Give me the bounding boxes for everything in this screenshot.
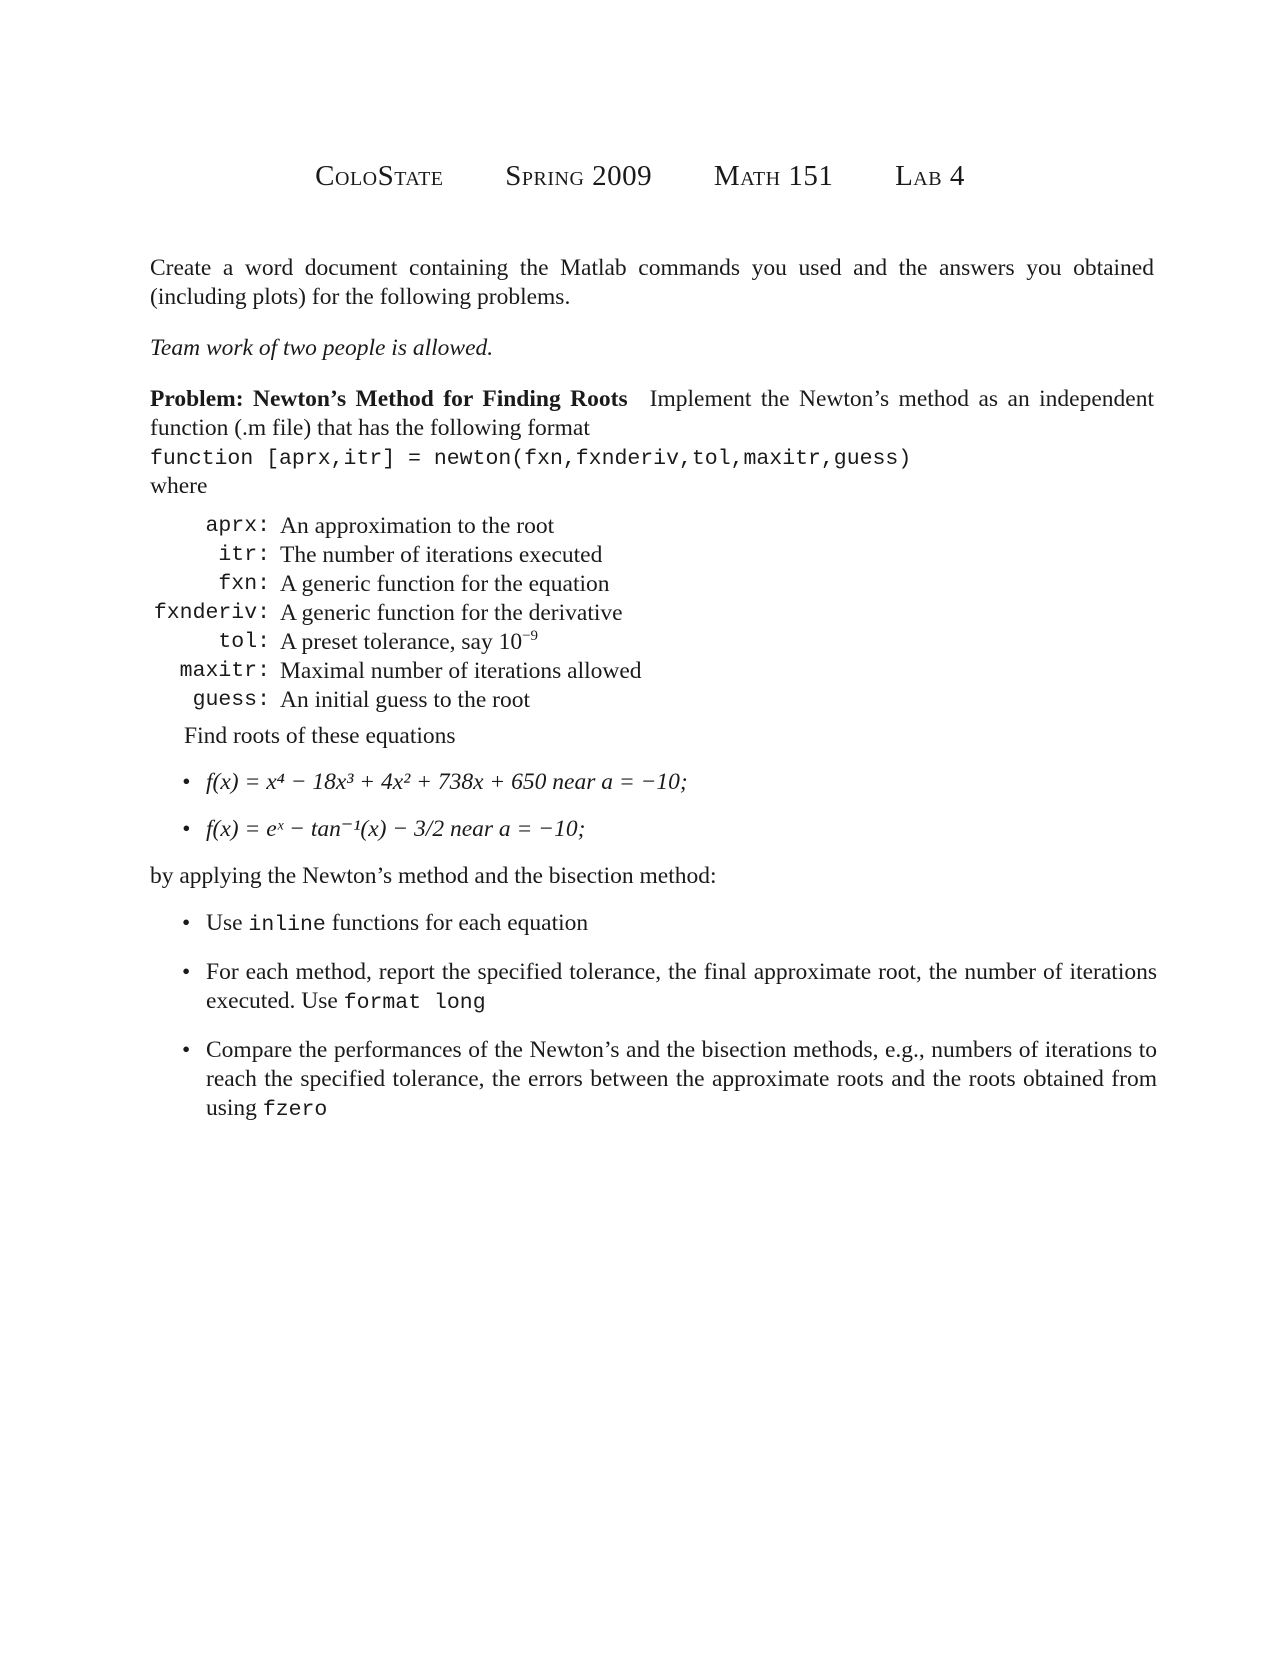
task-item — [182, 1036, 1157, 1125]
definition-row — [150, 570, 642, 599]
definition-term: maxitr: — [179, 659, 270, 683]
task-item — [182, 958, 1157, 1018]
header-lab: Lab 4 — [895, 160, 965, 192]
problem-lead: Implement the Newton’s method as an independent function (.m file) that has the following format — [150, 386, 1154, 441]
definition-row — [150, 686, 642, 715]
task-code: inline — [248, 913, 326, 937]
task-text: functions for each equation — [325, 910, 589, 936]
task-text: For each method, report the specified tolerance, the final approximate root, the number of iterations executed. Use — [206, 959, 1157, 1014]
definition-row — [150, 599, 642, 628]
definition-row — [150, 628, 642, 657]
definition-term: aprx: — [205, 514, 270, 538]
tolerance-text: A preset tolerance, say 10 — [280, 629, 523, 655]
definition-row — [150, 512, 642, 541]
team-note: Team work of two people is allowed. — [150, 335, 494, 361]
definition-term: tol: — [218, 630, 270, 654]
task-code: fzero — [262, 1098, 328, 1122]
intro-paragraph: Create a word document containing the Matlab commands you used and the answers you obtained (including plots) for the following problems. — [150, 255, 1154, 310]
definition-desc: A generic function for the equation — [280, 571, 610, 597]
definition-row — [150, 541, 642, 570]
definition-list — [150, 512, 642, 715]
task-code: format long — [343, 991, 486, 1015]
definition-row — [150, 657, 642, 686]
definition-desc: A generic function for the derivative — [280, 600, 623, 626]
equation-item: • f(x) = eˣ − tan⁻¹(x) − 3/2 near a = −10; — [182, 815, 1157, 844]
task-item — [182, 909, 1157, 940]
definition-term: fxnderiv: — [153, 601, 270, 625]
equation-item: • f(x) = x⁴ − 18x³ + 4x² + 738x + 650 near a = −10; — [182, 768, 1157, 797]
problem-paragraph — [150, 385, 1154, 443]
header-term: Spring 2009 — [505, 160, 653, 192]
problem-title: Problem: Newton’s Method for Finding Roots — [150, 386, 628, 412]
definition-term: fxn: — [218, 572, 270, 596]
header-school: ColoState — [315, 160, 444, 192]
definition-desc: An approximation to the root — [280, 513, 555, 539]
definition-desc — [280, 628, 538, 657]
equation-list — [182, 768, 1157, 844]
tolerance-exponent: −9 — [522, 628, 539, 645]
definition-term: itr: — [218, 543, 270, 567]
definition-desc: An initial guess to the root — [280, 687, 530, 713]
signature-code: function [aprx,itr] = newton(fxn,fxnderiv,tol,maxitr,guess) — [150, 447, 912, 471]
task-list — [182, 909, 1157, 1125]
function-signature — [150, 443, 1154, 474]
find-roots-text: Find roots of these equations — [184, 723, 456, 749]
task-text: Compare the performances of the Newton’s and the bisection methods, e.g., numbers of iterations to reach the specified tolerance, the errors between the approximate roots and the roots obtained from using — [206, 1037, 1157, 1121]
header-course: Math 151 — [713, 160, 834, 192]
definition-desc: The number of iterations executed — [280, 542, 603, 568]
where-label: where — [150, 473, 208, 499]
definition-desc: Maximal number of iterations allowed — [280, 658, 642, 684]
definition-term: guess: — [192, 688, 270, 712]
by-applying-text: by applying the Newton’s method and the bisection method: — [150, 863, 717, 889]
page-header — [0, 160, 1280, 193]
task-text: Use — [206, 910, 249, 936]
